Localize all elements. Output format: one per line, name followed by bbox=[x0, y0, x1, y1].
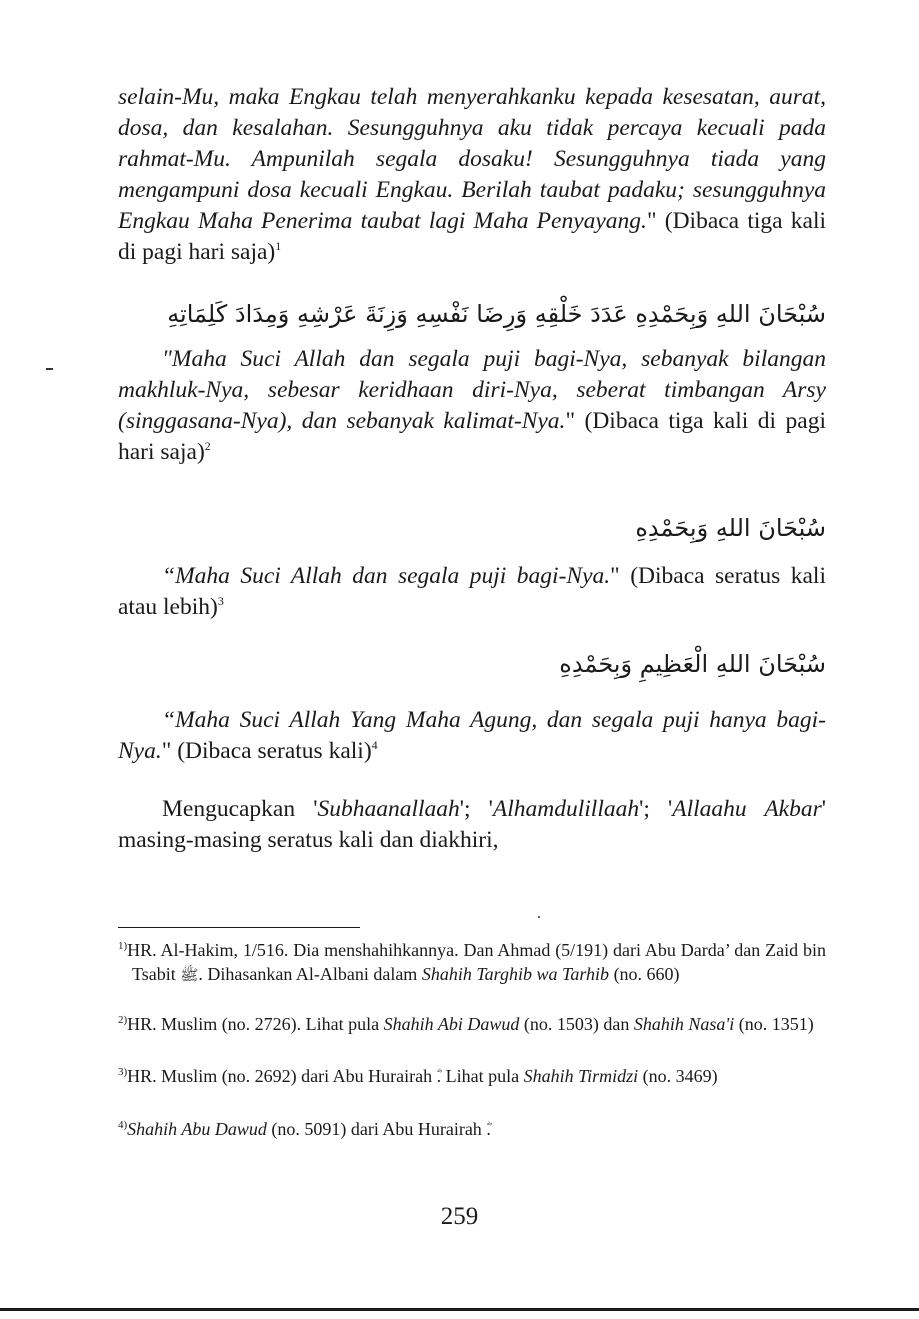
prayer-text: selain-Mu, maka Engkau telah menyerahkanku kepada kesesatan, aurat, dosa, dan kesalahan. Sesungguhnya aku tidak percaya kecuali pada rahmat-Mu. Ampunilah segala dosaku! Sesungguhnya tiada yang mengampuni dosa kecuali Engkau. Berilah taubat padaku; sesungguhnya Engkau Maha Penerima taubat lagi Maha Penyayang. bbox=[118, 84, 826, 234]
footnote-text: (no. 1351) bbox=[734, 1014, 814, 1034]
footnote-text: (no. 5091) dari Abu Hurairah bbox=[266, 1119, 487, 1139]
footnote-number: 1) bbox=[118, 940, 128, 952]
footnote-3 bbox=[118, 1064, 826, 1089]
footnote-number: 4) bbox=[118, 1119, 128, 1131]
prayer-instruction: " (Dibaca tiga kali di pagi hari saja) bbox=[118, 208, 826, 265]
footnote-text: . bbox=[486, 1119, 491, 1139]
footnote-ref-4: 4 bbox=[371, 738, 378, 753]
footnote-text: HR. Al-Hakim, 1/516. Dia menshahihkannya. Dan Ahmad (5/191) dari Abu Darda’ dan Zaid bin Tsabit bbox=[127, 940, 826, 984]
footnote-4 bbox=[118, 1117, 826, 1142]
footnote-text: HR. Muslim (no. 2692) dari Abu Hurairah bbox=[127, 1066, 437, 1086]
dhikr-2-instruction: " (Dibaca seratus kali atau lebih) bbox=[118, 563, 826, 620]
allahu-akbar-term: Allaahu Akbar bbox=[672, 796, 822, 822]
arabic-dhikr-3: سُبْحَانَ اللهِ الْعَظِيمِ وَبِحَمْدِهِ bbox=[559, 650, 826, 678]
footnote-ref-2: 2 bbox=[204, 439, 211, 454]
dhikr-1-instruction: " (Dibaca tiga kali di pagi hari saja) bbox=[118, 408, 826, 465]
dhikr-2-meaning: “Maha Suci Allah dan segala puji bagi-Nya. bbox=[162, 563, 611, 589]
footnote-2 bbox=[118, 1012, 826, 1036]
tasbih-paragraph bbox=[118, 794, 826, 856]
footnote-book-title: Shahih Targhib wa Tarhib bbox=[421, 964, 610, 984]
arabic-dhikr-1: سُبْحَانَ اللهِ وَبِحَمْدِهِ عَدَدَ خَلْقِهِ وَرِضَا نَفْسِهِ وَزِنَةَ عَرْشِهِ وَمِدَادَ كَلِمَاتِهِ bbox=[167, 300, 826, 328]
dhikr-3-translation bbox=[118, 705, 826, 767]
tasbih-separator: '; ' bbox=[639, 796, 673, 822]
margin-mark bbox=[46, 368, 53, 370]
footnote-ref-1: 1 bbox=[275, 239, 282, 254]
dhikr-1-meaning: "Maha Suci Allah dan segala puji bagi-Nya, sebanyak bilangan makhluk-Nya, sebesar keridhaan diri-Nya, seberat timbangan Arsy (singgasana-Nya), dan sebanyak kalimat-Nya. bbox=[118, 346, 826, 434]
footnote-number: 2) bbox=[118, 1014, 128, 1026]
bottom-edge-rule bbox=[0, 1308, 919, 1311]
footnote-text: (no. 660) bbox=[609, 964, 680, 984]
footnote-text: (no. 3469) bbox=[638, 1066, 718, 1086]
footnote-book-title: Shahih Abu Dawud bbox=[127, 1119, 267, 1139]
footnote-ref-3: 3 bbox=[217, 594, 224, 609]
footnote-text: (no. 1503) dan bbox=[519, 1014, 634, 1034]
dhikr-2-translation bbox=[118, 561, 826, 623]
alhamdulillah-term: Alhamdulillaah bbox=[492, 796, 640, 822]
footnote-book-title: Shahih Tirmidzi bbox=[523, 1066, 639, 1086]
prayer-continuation-paragraph bbox=[118, 82, 826, 268]
dhikr-3-instruction: " (Dibaca seratus kali) bbox=[161, 738, 372, 764]
arabic-dhikr-2: سُبْحَانَ اللهِ وَبِحَمْدِهِ bbox=[635, 514, 826, 542]
dhikr-1-translation bbox=[118, 344, 826, 468]
footnote-text: . Lihat pula bbox=[436, 1066, 524, 1086]
footnote-number: 3) bbox=[118, 1066, 128, 1078]
tasbih-separator: '; ' bbox=[459, 796, 493, 822]
honorific-glyph-icon: ﷺ bbox=[180, 966, 199, 984]
subhanallah-term: Subhaanallaah bbox=[317, 796, 460, 822]
footnote-book-title: Shahih Abi Dawud bbox=[383, 1014, 520, 1034]
footnote-book-title: Shahih Nasa'i bbox=[633, 1014, 735, 1034]
footnote-text: HR. Muslim (no. 2726). Lihat pula bbox=[127, 1014, 384, 1034]
tasbih-text: Mengucapkan ' bbox=[162, 796, 318, 822]
dhikr-3-meaning: “Maha Suci Allah Yang Maha Agung, dan segala puji hanya bagi-Nya. bbox=[118, 707, 826, 764]
footnote-divider bbox=[118, 927, 360, 928]
tasbih-text: ' masing-masing seratus kali dan diakhiri, bbox=[118, 796, 826, 853]
page-number: 259 bbox=[440, 1203, 479, 1230]
speck-mark bbox=[538, 916, 540, 918]
footnote-text: . Dihasankan Al-Albani dalam bbox=[198, 964, 422, 984]
footnote-1 bbox=[118, 938, 826, 987]
